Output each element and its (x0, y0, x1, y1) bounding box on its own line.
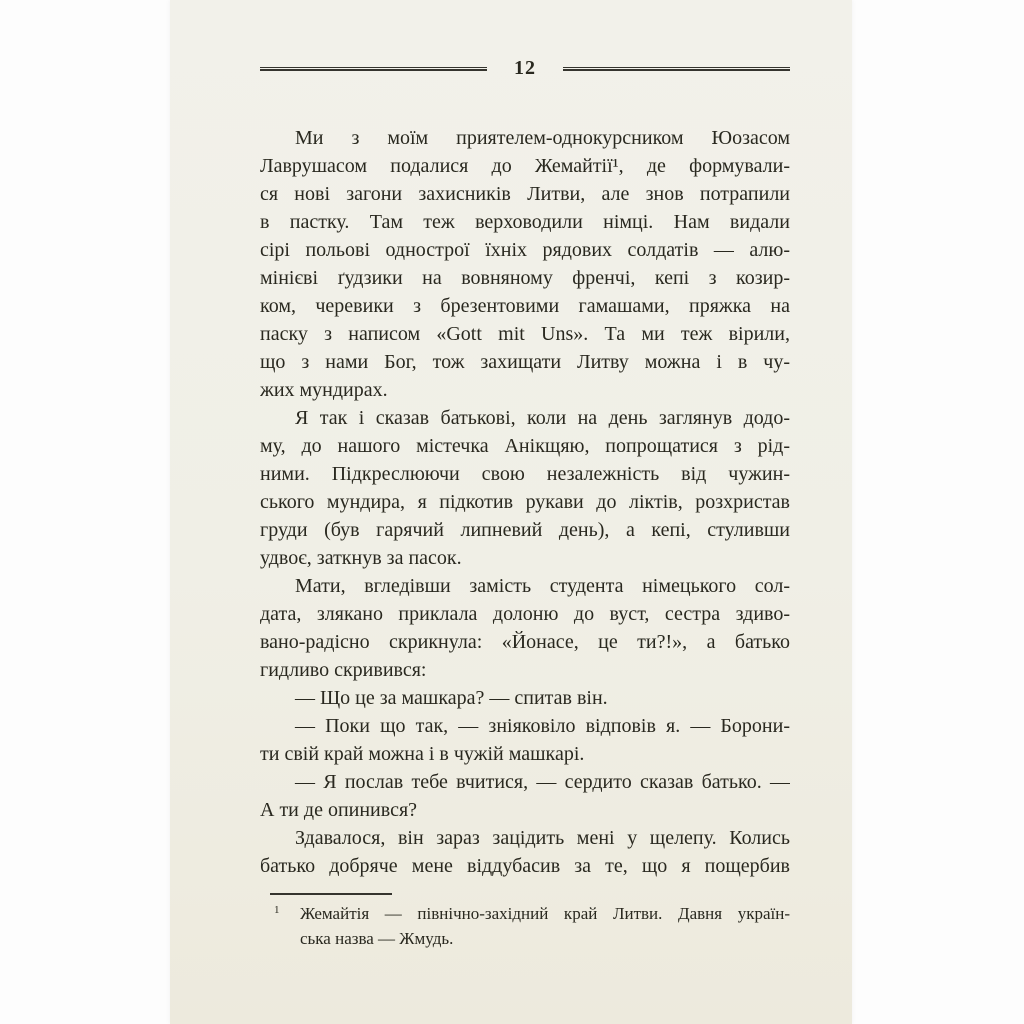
body-text (260, 124, 790, 880)
text-line: що з нами Бог, тож захищати Литву можна і в чу- (260, 351, 790, 373)
text-line: вано-радісно скрикнула: «Йонасе, це ти?!», а батько (260, 631, 790, 653)
text-line: Здавалося, він зараз зацідить мені у щелепу. Колись (295, 827, 790, 849)
text-line: жих мундирах. (260, 379, 388, 401)
footnote-text (260, 901, 790, 951)
text-line: мінієві ґудзики на вовняному френчі, кепі з козир- (260, 267, 790, 289)
text-line: батько добряче мене віддубасив за те, що я пощербив (260, 855, 790, 877)
text-line: груди (був гарячий липневий день), а кепі, стуливши (260, 519, 790, 541)
text-line: паску з написом «Gott mit Uns». Та ми теж вірили, (260, 323, 790, 345)
text-line: гидливо скривився: (260, 659, 427, 681)
text-line: ком, черевики з брезентовими гамашами, пряжка на (260, 295, 790, 317)
running-header (260, 58, 790, 78)
paragraph (260, 684, 790, 712)
paragraph (260, 572, 790, 684)
paragraph (260, 824, 790, 880)
footnote-body (260, 901, 790, 951)
book-page (170, 0, 852, 1024)
text-line: удвоє, заткнув за пасок. (260, 547, 462, 569)
paragraph (260, 404, 790, 572)
text-line: ти свій край можна і в чужій машкарі. (260, 743, 585, 765)
footnote-separator (270, 893, 392, 895)
text-line: — Поки що так, — зніяковіло відповів я. — Борони- (295, 715, 790, 737)
text-line: Ми з моїм приятелем-однокурсником Юозасом (295, 127, 790, 149)
text-line: в пастку. Там теж верховодили німці. Нам видали (260, 211, 790, 233)
text-line: — Я послав тебе вчитися, — сердито сказав батько. — (295, 771, 790, 793)
text-line: сірі польові однострої їхніх рядових солдатів — алю- (260, 239, 790, 261)
footnote (260, 893, 790, 951)
text-line: му, до нашого містечка Анікщяю, попрощатися з рід- (260, 435, 790, 457)
paragraph (260, 124, 790, 404)
text-line: дата, злякано приклала долоню до вуст, сестра здиво- (260, 603, 790, 625)
footnote-marker: 1 (274, 904, 280, 916)
page-number: 12 (514, 56, 536, 79)
header-rule-left (260, 67, 487, 71)
text-line: ними. Підкреслюючи свою незалежність від чужин- (260, 463, 790, 485)
text-line: ська назва — Жмудь. (300, 929, 454, 948)
paragraph (260, 768, 790, 824)
header-rule-right (563, 67, 790, 71)
text-line: Лаврушасом подалися до Жемайтії¹, де формували- (260, 155, 790, 177)
text-line: ського мундира, я підкотив рукави до ліктів, розхристав (260, 491, 790, 513)
text-line: Мати, вгледівши замість студента німецького сол- (295, 575, 790, 597)
text-line: — Що це за машкара? — спитав він. (295, 687, 608, 709)
text-line: А ти де опинився? (260, 799, 418, 821)
page-content (260, 58, 790, 951)
text-line: Жемайтія — північно-західний край Литви. Давня україн- (300, 904, 790, 923)
paragraph (260, 712, 790, 768)
text-line: ся нові загони захисників Литви, але знов потрапили (260, 183, 790, 205)
text-line: Я так і сказав батькові, коли на день заглянув додо- (295, 407, 790, 429)
